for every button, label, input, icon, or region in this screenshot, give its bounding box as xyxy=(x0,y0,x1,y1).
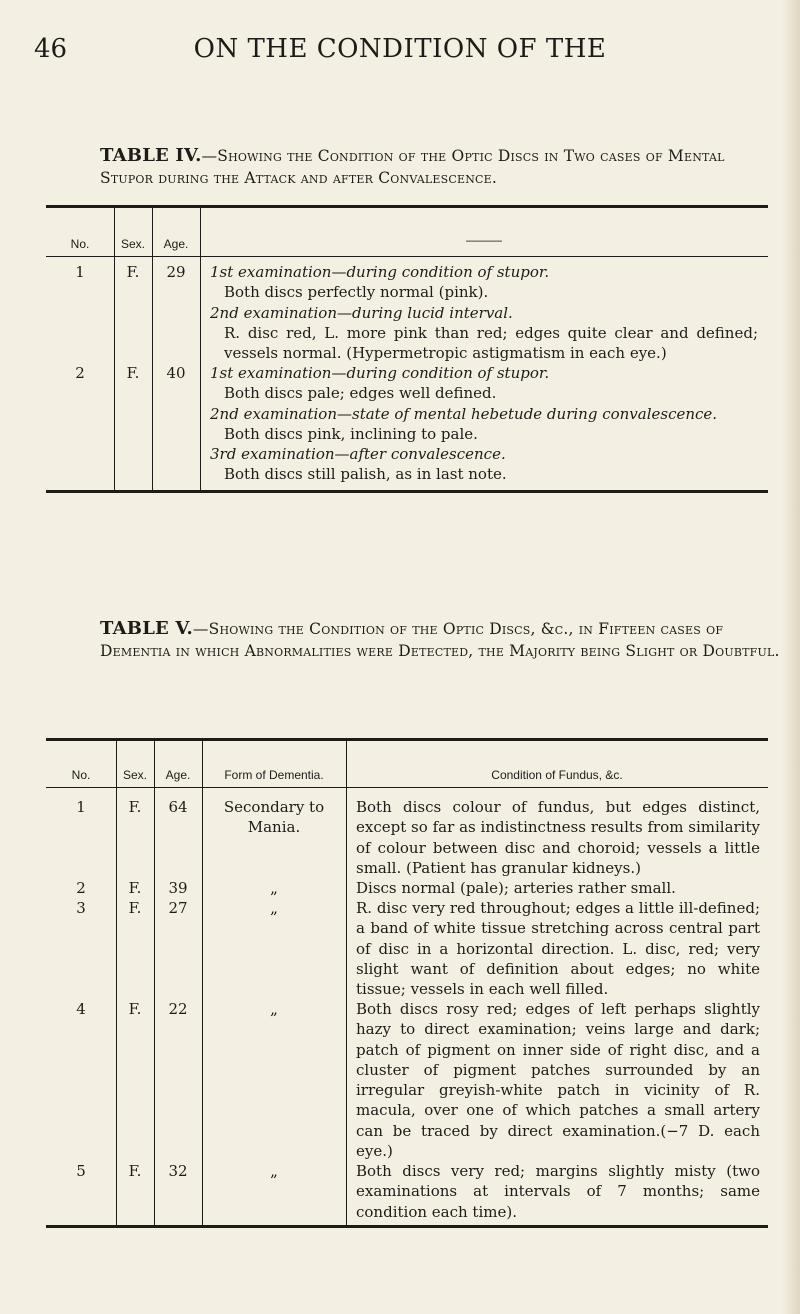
page-number: 46 xyxy=(34,34,68,64)
table5-row5-no: 5 xyxy=(76,1162,86,1180)
table4-frame-col-line xyxy=(200,205,201,493)
table5-row1-age: 64 xyxy=(168,798,188,816)
table5-header-sex: Sex. xyxy=(122,768,147,782)
table4-header-sex: Sex. xyxy=(120,237,145,251)
table5-row1-condition: Both discs colour of fundus, but edges distinct, except so far as indistinctness results from similarity of colour between disc and choroid; vessels a little small. (Patient has granular kidneys.) xyxy=(356,798,760,877)
table4-row2-exam3-label: 3rd examination—after convalescence. xyxy=(210,445,506,464)
table4-row1-exam2-label: 2nd examination—during lucid interval. xyxy=(210,303,513,322)
table4-row1-sex: F. xyxy=(126,263,140,281)
table4-frame-col-line xyxy=(152,205,153,493)
table5-row1-form: Secondary to Mania. xyxy=(223,798,325,837)
table5-caption xyxy=(100,618,780,662)
table5-row2-no: 2 xyxy=(76,879,86,897)
table4-caption-prefix: TABLE IV. xyxy=(100,145,202,166)
table4-row2-remarks xyxy=(210,363,758,485)
table5-row5-condition: Both discs very red; margins slightly misty (two examinations at intervals of 7 months; same condition each time). xyxy=(356,1162,760,1221)
table5-header-form: Form of Dementia. xyxy=(224,768,324,782)
table4-row1-exam1-text: Both discs perfectly normal (pink). xyxy=(224,283,489,302)
table4-frame-header-rule xyxy=(46,256,768,257)
table4-row2-exam1-label: 1st examination—during condition of stupor. xyxy=(210,364,550,382)
table4-row2-exam2-label: 2nd examination—state of mental hebetude during convalescence. xyxy=(210,404,718,423)
table5-row2-form: „ xyxy=(270,879,278,897)
table5-row3-form: „ xyxy=(270,899,278,917)
table5-row2-sex: F. xyxy=(128,879,142,897)
table5-row4-age: 22 xyxy=(168,1000,188,1018)
table4-header-age: Age. xyxy=(163,237,189,251)
table5-row5-age: 32 xyxy=(168,1162,188,1180)
table4-row2-exam3-text: Both discs still palish, as in last note. xyxy=(224,465,507,484)
table5-row4-no: 4 xyxy=(76,1000,86,1018)
table5-row2-condition: Discs normal (pale); arteries rather small. xyxy=(356,879,676,897)
table4-row1-age: 29 xyxy=(166,263,186,281)
table5-row5-sex: F. xyxy=(128,1162,142,1180)
table5-row4-sex: F. xyxy=(128,1000,142,1018)
table4-row2-no: 2 xyxy=(75,364,85,382)
table4-row2-age: 40 xyxy=(166,364,186,382)
table5-col-line xyxy=(346,738,347,1228)
table5-row5-form: „ xyxy=(270,1162,278,1180)
table5-row4-form: „ xyxy=(270,1000,278,1018)
table5-caption-prefix: TABLE V. xyxy=(100,618,193,639)
table4-caption-text: —Showing the Condition of the Optic Discs in Two cases of Mental Stupor during the Attack and after Convalescence. xyxy=(100,147,725,187)
table4-header-no: No. xyxy=(70,237,90,251)
table5-header-condition: Condition of Fundus, &c. xyxy=(491,768,623,782)
page-edge-shadow xyxy=(782,0,800,1314)
running-title: ON THE CONDITION OF THE xyxy=(193,34,607,64)
table5-header-age: Age. xyxy=(165,768,191,782)
table5-row3-no: 3 xyxy=(76,899,86,917)
table5-row3-condition: R. disc very red throughout; edges a little ill-defined; a band of white tissue stretching across central part of disc in a horizontal direction. L. disc, red; very slight want of definition about edges; no white tissue; vessels in each well filled. xyxy=(356,899,760,999)
table5-row4-condition: Both discs rosy red; edges of left perhaps slightly hazy to direct examination; veins large and dark; patch of pigment on inner side of right disc, and a cluster of pigment patches surrounded by an irregular greyish-white patch in vicinity of R. macula, over one of which patches a small artery can be traced by direct examination.(−7 D. each eye.) xyxy=(356,1000,760,1161)
table4-row2-sex: F. xyxy=(126,364,140,382)
table5-row3-age: 27 xyxy=(168,899,188,917)
table4-row1-exam1-label: 1st examination—during condition of stupor. xyxy=(210,263,550,281)
table5-row3-sex: F. xyxy=(128,899,142,917)
table5-row1-no: 1 xyxy=(76,798,86,816)
table4-row2-exam1-text: Both discs pale; edges well defined. xyxy=(224,384,497,403)
table4-row1-no: 1 xyxy=(75,263,85,281)
table5-header-no: No. xyxy=(71,768,91,782)
table4-row2-exam2-text: Both discs pink, inclining to pale. xyxy=(224,424,478,443)
table4-frame-top xyxy=(46,205,768,208)
table5-col-line xyxy=(202,738,203,1228)
table5-row1-sex: F. xyxy=(128,798,142,816)
table4-caption xyxy=(100,145,780,189)
table5-row2-age: 39 xyxy=(168,879,188,897)
table4-frame-col-line xyxy=(114,205,115,493)
table4-header-remarks: ——— xyxy=(466,233,502,247)
table5-caption-text: —Showing the Condition of the Optic Discs, &c., in Fifteen cases of Dementia in which Abnormalities were Detected, the Majority being Slight or Doubtful. xyxy=(100,620,780,660)
table4-frame-bottom xyxy=(46,490,768,493)
table4-row1-exam2-text: R. disc red, L. more pink than red; edges quite clear and defined; vessels normal. (Hypermetropic astigmatism in each eye.) xyxy=(224,323,758,363)
